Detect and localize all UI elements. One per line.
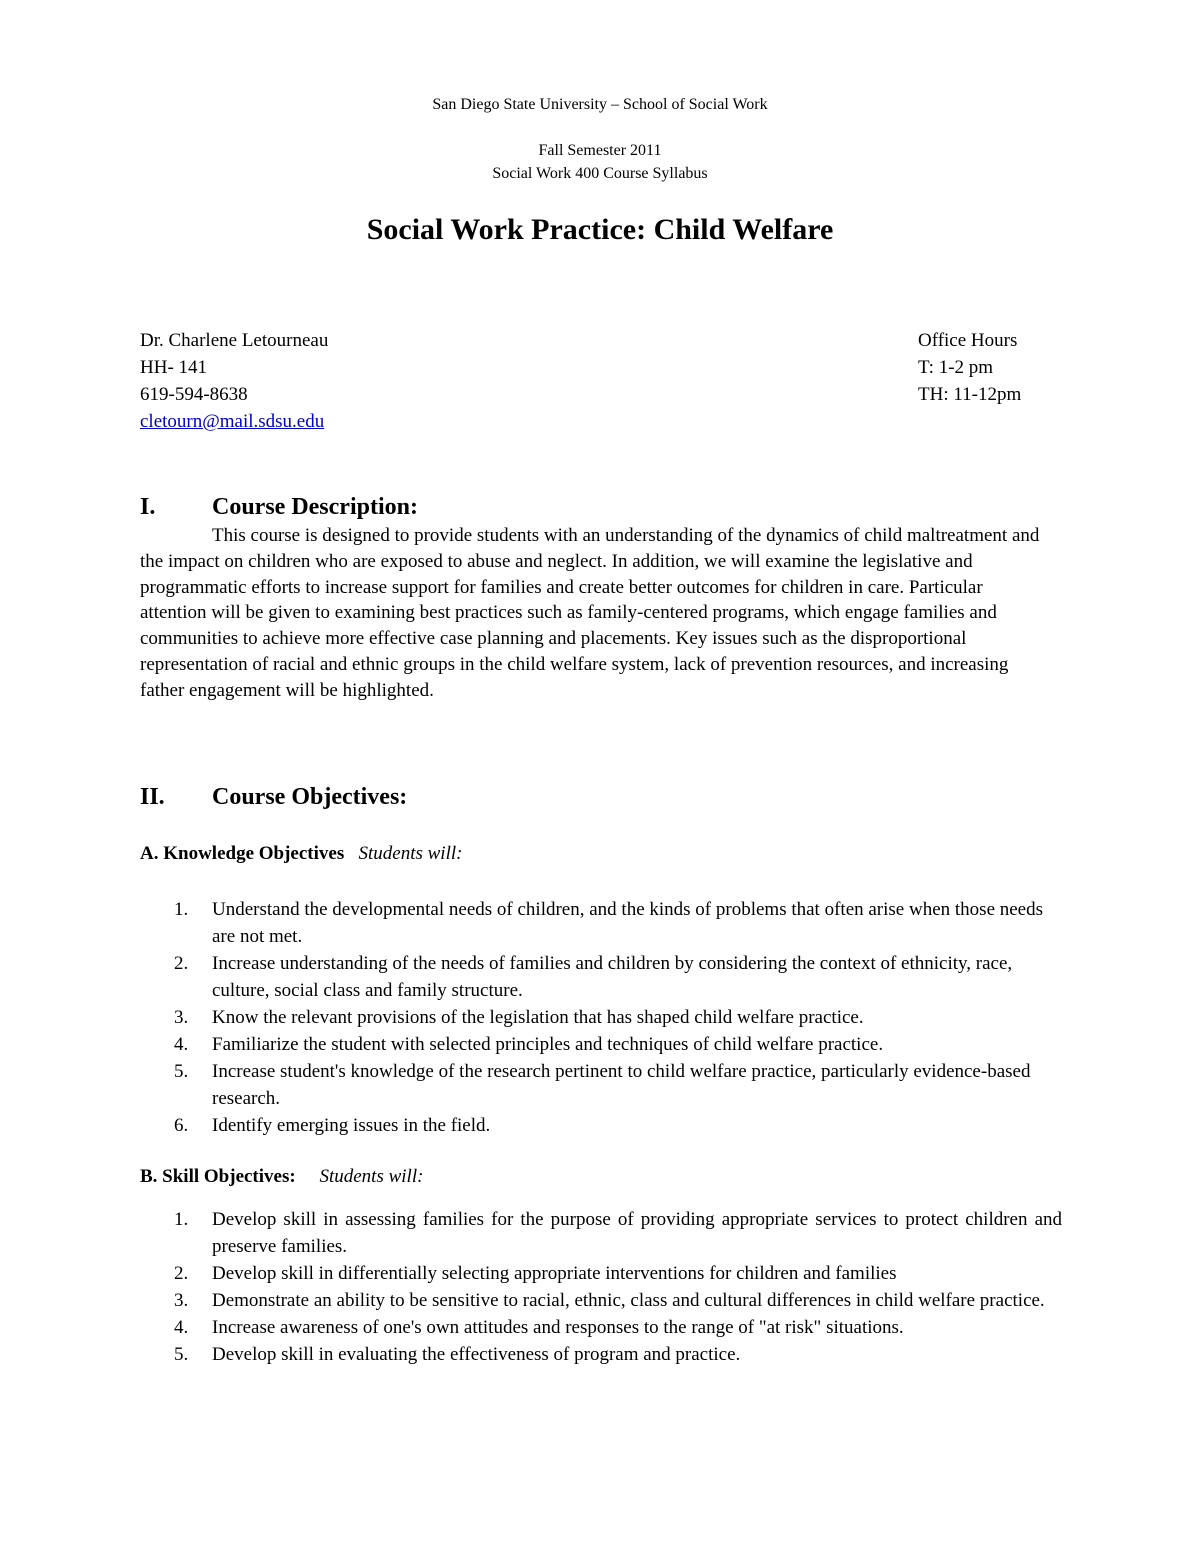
list-item-number: 5. (174, 1344, 189, 1365)
section-heading-description (140, 494, 418, 521)
list-item (0, 1314, 1062, 1341)
list-item-text: Familiarize the student with selected principles and techniques of child welfare practice. (212, 1034, 884, 1055)
list-item-number: 1. (174, 1209, 189, 1230)
university-line: San Diego State University – School of Social Work (432, 96, 768, 113)
list-item-number: 1. (174, 899, 189, 920)
knowledge-objectives-list (0, 896, 1062, 1139)
list-item-number: 4. (174, 1034, 189, 1055)
list-item (0, 1004, 1062, 1031)
list-item-number: 2. (174, 953, 189, 974)
section-heading-objectives (140, 784, 407, 811)
list-item (0, 1112, 1062, 1139)
list-item (0, 896, 1062, 950)
instructor-info (140, 327, 328, 435)
section-number: II. (140, 784, 165, 810)
list-item-number: 3. (174, 1007, 189, 1028)
course-code-line: Social Work 400 Course Syllabus (492, 165, 708, 182)
skill-objectives-heading (140, 1166, 423, 1188)
semester-line: Fall Semester 2011 (538, 142, 662, 159)
knowledge-objectives-note: Students will: (358, 843, 463, 864)
knowledge-objectives-heading (140, 843, 462, 865)
list-item-text: Demonstrate an ability to be sensitive to racial, ethnic, class and cultural differences in child welfare practice. (212, 1290, 1045, 1311)
list-item (0, 1341, 1062, 1368)
instructor-phone: 619-594-8638 (140, 384, 248, 405)
list-item-text: Increase understanding of the needs of families and children by considering the context of ethnicity, race, culture, social class and family structure. (212, 953, 1013, 1001)
list-item (0, 1058, 1062, 1112)
section-title: Course Objectives: (212, 784, 408, 810)
list-item-number: 3. (174, 1290, 189, 1311)
instructor-name: Dr. Charlene Letourneau (140, 330, 329, 351)
knowledge-objectives-label: A. Knowledge Objectives (140, 843, 345, 864)
list-item-text: Develop skill in assessing families for the purpose of providing appropriate services to protect children and preserve families. (212, 1209, 1062, 1257)
list-item (0, 1287, 1062, 1314)
instructor-email-link[interactable]: cletourn@mail.sdsu.edu (140, 411, 325, 432)
list-item (0, 950, 1062, 1004)
page-title: Social Work Practice: Child Welfare (366, 213, 834, 246)
list-item-number: 6. (174, 1115, 189, 1136)
section-number: I. (140, 494, 156, 520)
office-hours-label: Office Hours (918, 330, 1018, 351)
office-hours-line-1: T: 1-2 pm (918, 357, 994, 378)
skill-objectives-label: B. Skill Objectives: (140, 1166, 296, 1187)
list-item-text: Know the relevant provisions of the legislation that has shaped child welfare practice. (212, 1007, 864, 1028)
section-title: Course Description: (212, 494, 418, 520)
list-item-number: 4. (174, 1317, 189, 1338)
skill-objectives-list (0, 1206, 1062, 1368)
skill-objectives-note: Students will: (319, 1166, 424, 1187)
list-item (0, 1031, 1062, 1058)
list-item-text: Identify emerging issues in the field. (212, 1115, 491, 1136)
instructor-office: HH- 141 (140, 357, 208, 378)
list-item-number: 2. (174, 1263, 189, 1284)
list-item-text: Develop skill in differentially selecting appropriate interventions for children and families (212, 1263, 897, 1284)
office-hours (918, 327, 1021, 408)
office-hours-line-2: TH: 11-12pm (918, 384, 1022, 405)
list-item-text: Increase awareness of one's own attitudes and responses to the range of "at risk" situations. (212, 1317, 904, 1338)
list-item (0, 1260, 1062, 1287)
list-item-text: Understand the developmental needs of children, and the kinds of problems that often arise when those needs are not met. (212, 899, 1044, 947)
list-item-text: Increase student's knowledge of the research pertinent to child welfare practice, particularly evidence-based research. (212, 1061, 1031, 1109)
course-description-paragraph: This course is designed to provide students with an understanding of the dynamics of child maltreatment and the impact on children who are exposed to abuse and neglect. In addition, we will examine the legislative and programmatic efforts to increase support for families and create better outcomes for children in care. Particular attention will be given to examining best practices such as family-centered programs, which engage families and communities to achieve more effective case planning and placements. Key issues such as the disproportional representation of racial and ethnic groups in the child welfare system, lack of prevention resources, and increasing father engagement will be highlighted. (140, 525, 1040, 701)
list-item-number: 5. (174, 1061, 189, 1082)
list-item-text: Develop skill in evaluating the effectiveness of program and practice. (212, 1344, 741, 1365)
list-item (0, 1206, 1062, 1260)
